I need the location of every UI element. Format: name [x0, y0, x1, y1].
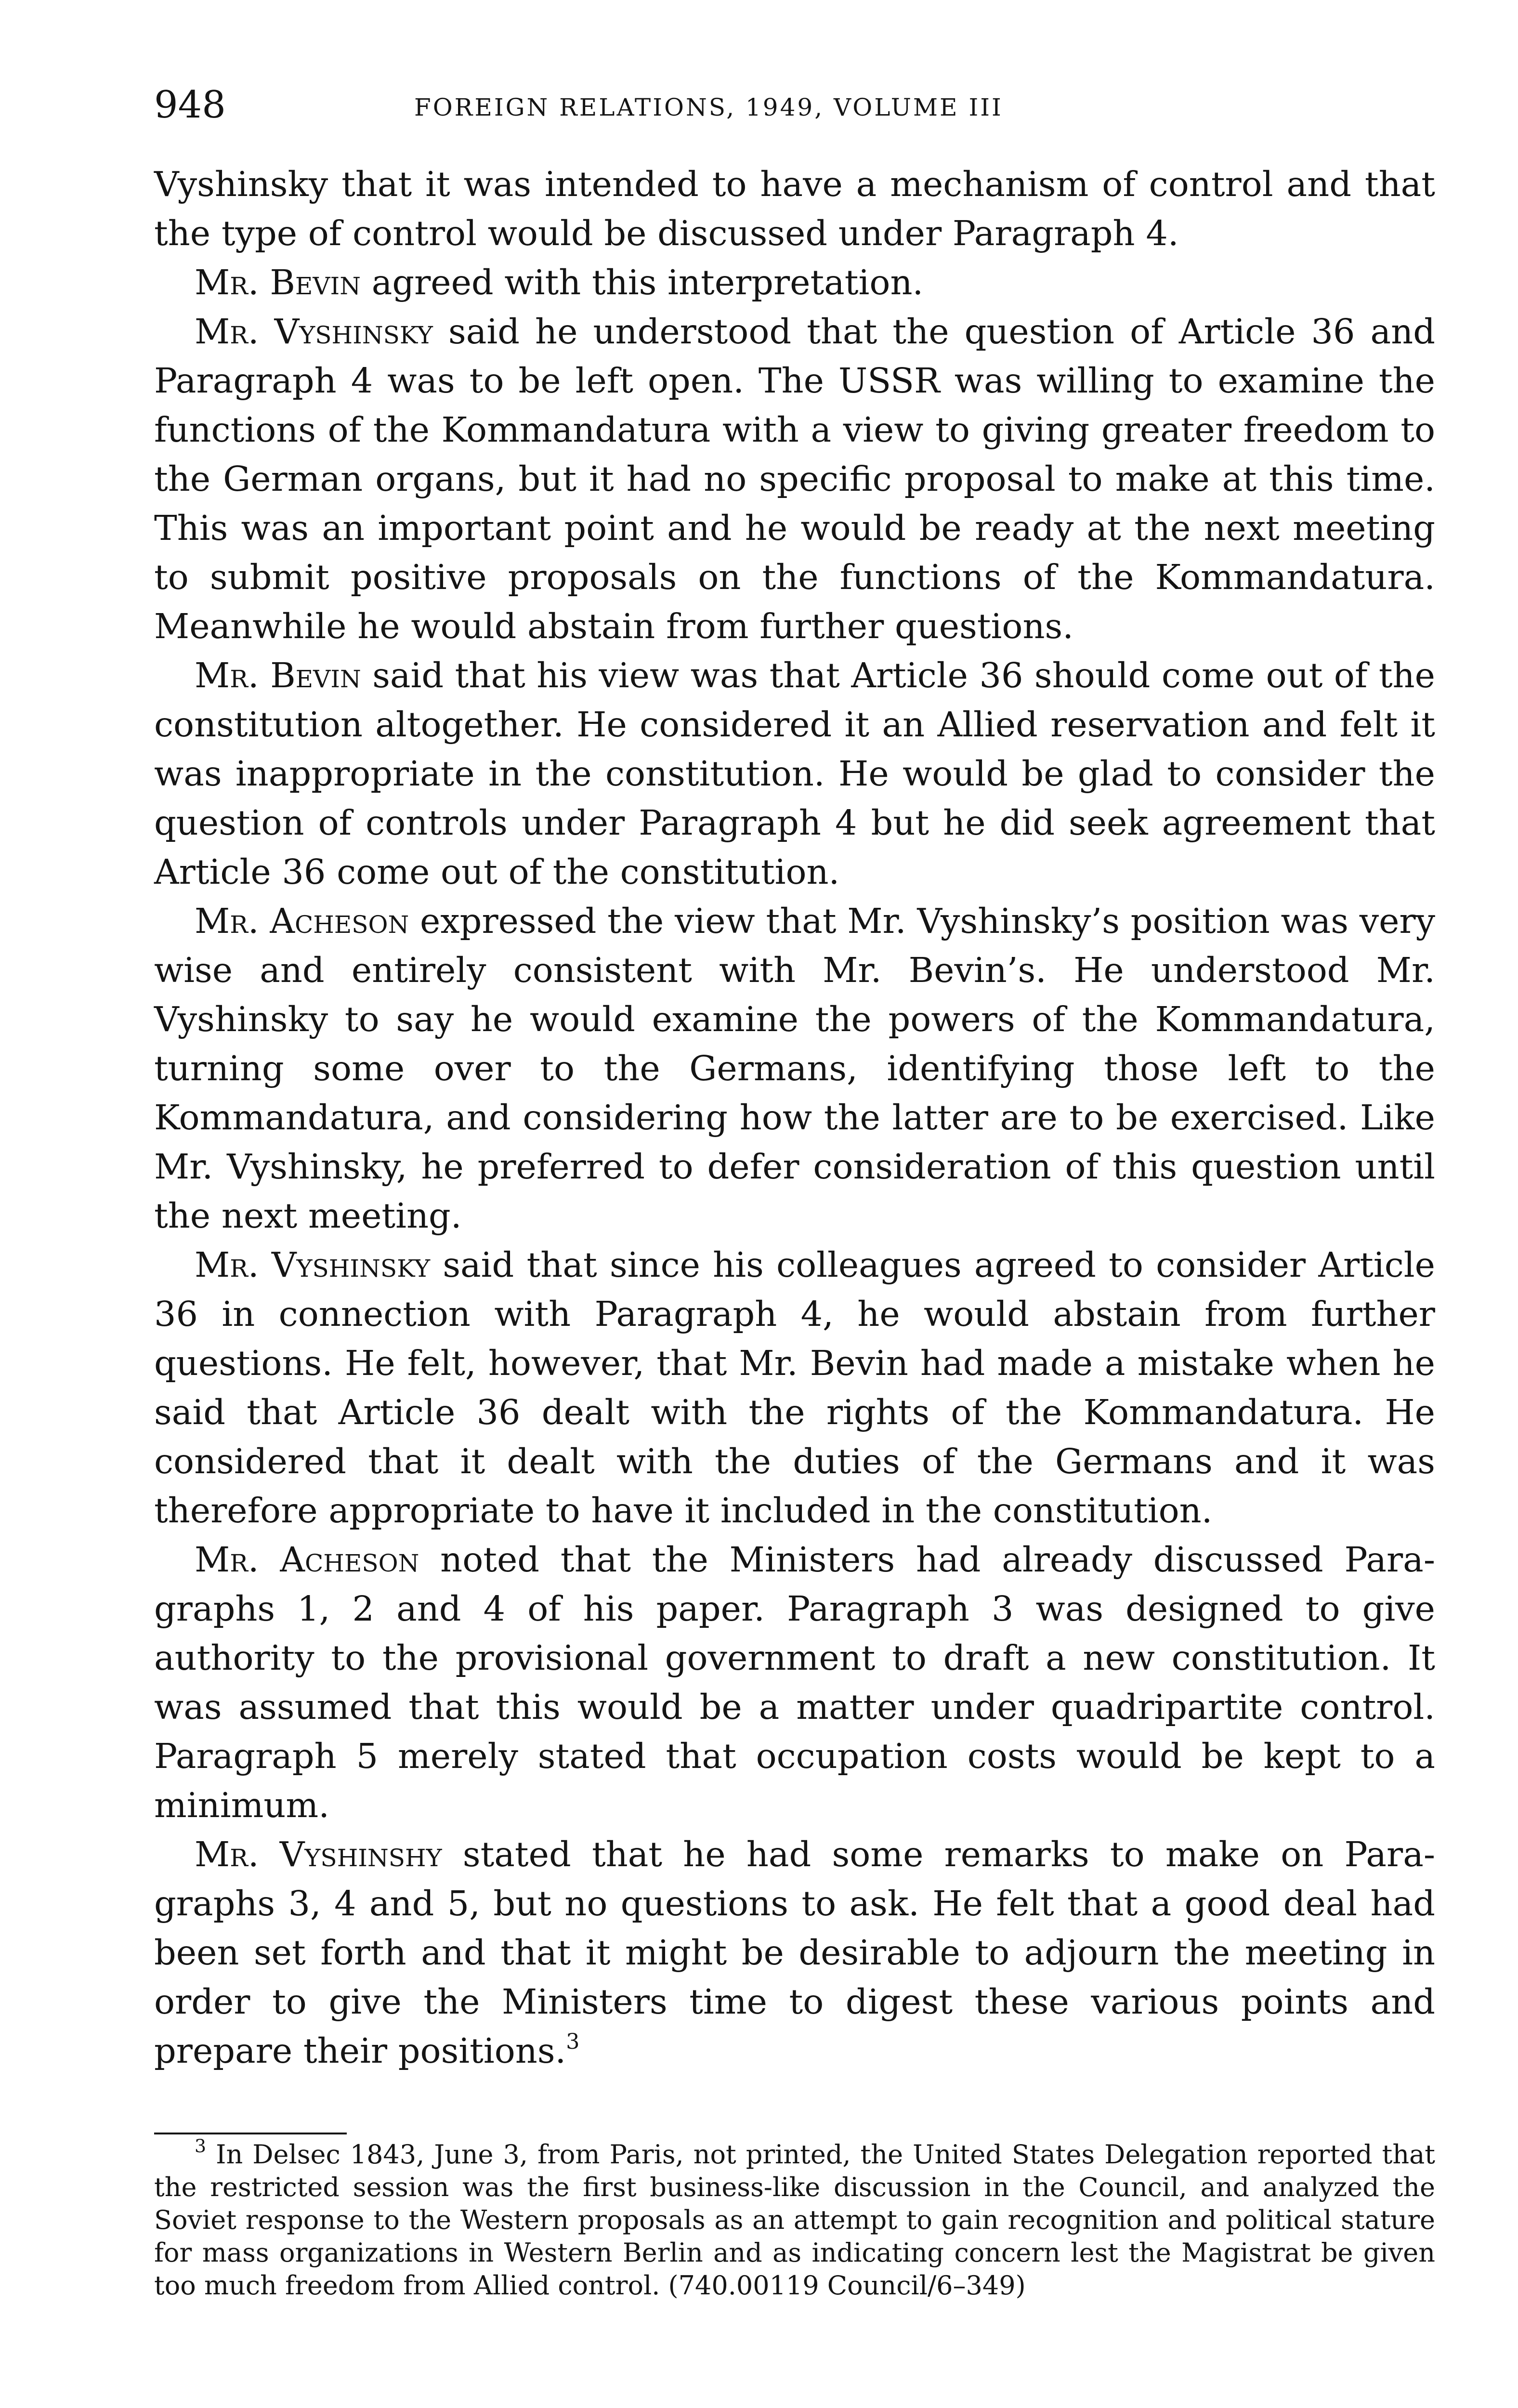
footnote-divider — [154, 2133, 347, 2134]
speaker-name: Mr. Vyshinshy — [195, 1834, 442, 1874]
footnote-text: In Delsec 1843, June 3, from Paris, not printed, the United States Delegation reported that the restricted session was the first business-like discussion in the Council, and analyzed the Soviet response to the Western proposals as an attempt to gain recognition and political stature for mass organizations in Western Berlin and as indicating concern lest the Magistrat be given too much freedom from Allied control. (740.00119 Council/6–349) — [154, 2139, 1435, 2301]
paragraph-4-text: said that his view was that Article 36 should come out of the constitution altogether. He considered it an Allied reservation and felt it was inappropriate in the constitution. He would be glad to consider the question of controls under Paragraph 4 but he did seek agreement that Article 36 come out of the constitution. — [154, 655, 1435, 892]
body-text — [154, 160, 1435, 2076]
speaker-name: Mr. Bevin — [195, 655, 361, 695]
paragraph-4 — [154, 651, 1435, 897]
page-number: 948 — [154, 83, 226, 127]
speaker-name: Mr. Vyshinsky — [195, 1245, 431, 1285]
paragraph-7-text: noted that the Ministers had already discussed Paragraphs 1, 2 and 4 of his paper. Paragraph 3 was designed to give authority to the provisional government to draft a new constitution. It was assumed that this would be a matter under quadripartite control. Paragraph 5 merely stated that occupation costs would be kept to a minimum. — [154, 1540, 1435, 1825]
paragraph-3 — [154, 307, 1435, 651]
speaker-name: Mr. Acheson — [195, 901, 409, 941]
paragraph-5-text: expressed the view that Mr. Vyshinsky’s position was very wise and entirely consistent with Mr. Bevin’s. He understood Mr. Vyshinsky to say he would examine the powers of the Kommandatura, turning some over to the Germans, identifying those left to the Kommandatura, and considering how the latter are to be exercised. Like Mr. Vyshinsky, he preferred to defer consideration of this question until the next meeting. — [154, 901, 1435, 1236]
paragraph-6-text: said that since his colleagues agreed to consider Article 36 in connection with Paragraph 4, he would abstain from further questions. He felt, however, that Mr. Bevin had made a mistake when he said that Article 36 dealt with the rights of the Kommandatura. He considered that it dealt with the duties of the Germans and it was therefore appropriate to have it included in the constitution. — [154, 1245, 1435, 1531]
speaker-name: Mr. Acheson — [195, 1540, 419, 1580]
paragraph-3-text: said he understood that the question of Article 36 and Paragraph 4 was to be left open. The USSR was willing to examine the functions of the Kommandatura with a view to giving greater freedom to the German organs, but it had no specific proposal to make at this time. This was an important point and he would be ready at the next meeting to submit positive proposals on the functions of the Kommandatura. Meanwhile he would abstain from further questions. — [154, 312, 1435, 646]
footnote-reference[interactable]: 3 — [566, 2029, 580, 2054]
paragraph-8 — [154, 1830, 1435, 2076]
speaker-name: Mr. Bevin — [195, 262, 361, 302]
speaker-name: Mr. Vyshinsky — [195, 312, 433, 352]
paragraph-6 — [154, 1241, 1435, 1535]
paragraph-1 — [154, 160, 1435, 258]
paragraph-8-text: stated that he had some remarks to make on Paragraphs 3, 4 and 5, but no questions to ask. He felt that a good deal had been set forth and that it might be desirable to adjourn the meeting in order to give the Ministers time to digest these various points and prepare their positions. — [154, 1834, 1435, 2071]
page-header — [154, 81, 1435, 134]
paragraph-1-text: Vyshinsky that it was intended to have a mechanism of control and that the type of control would be discussed under Paragraph 4. — [154, 164, 1435, 253]
paragraph-5 — [154, 897, 1435, 1241]
paragraph-7 — [154, 1535, 1435, 1830]
running-head: FOREIGN RELATIONS, 1949, VOLUME III — [414, 93, 1003, 121]
footnote-marker: 3 — [195, 2135, 207, 2157]
footnote — [154, 2135, 1435, 2302]
paragraph-2 — [154, 258, 1435, 307]
paragraph-2-text: agreed with this interpretation. — [360, 262, 924, 302]
